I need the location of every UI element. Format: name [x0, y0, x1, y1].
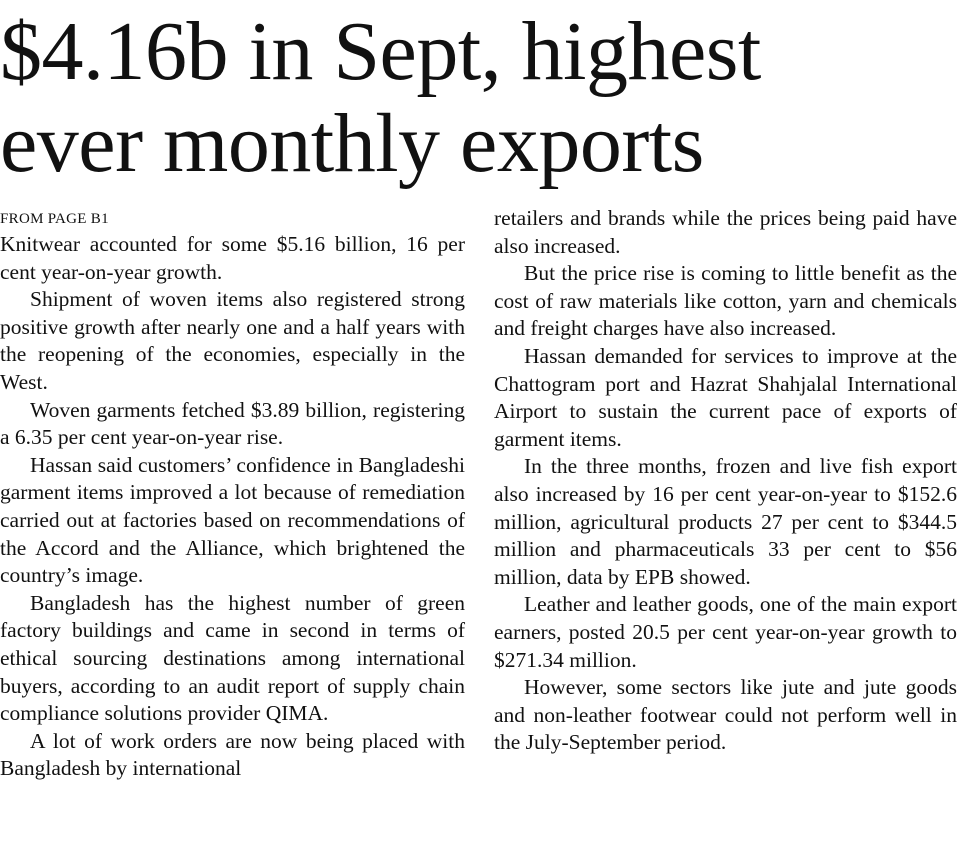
paragraph: Hassan demanded for services to improve at the Chattogram port and Hazrat Shahjalal International Airport to sustain the current pace of exports of garment items.	[494, 343, 957, 451]
paragraph: A lot of work orders are now being placed with Bangladesh by international	[0, 728, 465, 781]
paragraph: However, some sectors like jute and jute goods and non-leather footwear could not perform well in the July-September period.	[494, 675, 957, 755]
headline-line-1: $4.16b in Sept, highest	[0, 5, 761, 98]
article-column-right	[494, 205, 957, 757]
article-column-left	[0, 205, 465, 783]
paragraph: But the price rise is coming to little benefit as the cost of raw materials like cotton, yarn and chemicals and freight charges have also increased.	[494, 261, 957, 341]
paragraph: Shipment of woven items also registered strong positive growth after nearly one and a half years with the reopening of the economies, especially in the West.	[0, 287, 465, 394]
paragraph: Knitwear accounted for some $5.16 billion, 16 per cent year-on-year growth.	[0, 232, 465, 284]
headline-line-2: ever monthly exports	[0, 97, 704, 190]
continued-from-label: FROM PAGE B1	[0, 211, 109, 227]
paragraph: In the three months, frozen and live fish export also increased by 16 per cent year-on-year to $152.6 million, agricultural products 27 per cent to $344.5 million and pharmaceuticals 33 per cent to $56 million, data by EPB showed.	[494, 454, 957, 589]
headline	[0, 6, 957, 190]
paragraph: retailers and brands while the prices being paid have also increased.	[494, 206, 957, 258]
paragraph: Woven garments fetched $3.89 billion, registering a 6.35 per cent year-on-year rise.	[0, 397, 465, 450]
paragraph: Leather and leather goods, one of the main export earners, posted 20.5 per cent year-on-year growth to $271.34 million.	[494, 592, 957, 672]
paragraph: Bangladesh has the highest number of green factory buildings and came in second in terms of ethical sourcing destinations among international buyers, according to an audit report of supply chain compliance solutions provider QIMA.	[0, 590, 465, 726]
paragraph: Hassan said customers’ confidence in Bangladeshi garment items improved a lot because of remediation carried out at factories based on recommendations of the Accord and the Alliance, which brightened the country’s image.	[0, 452, 465, 588]
